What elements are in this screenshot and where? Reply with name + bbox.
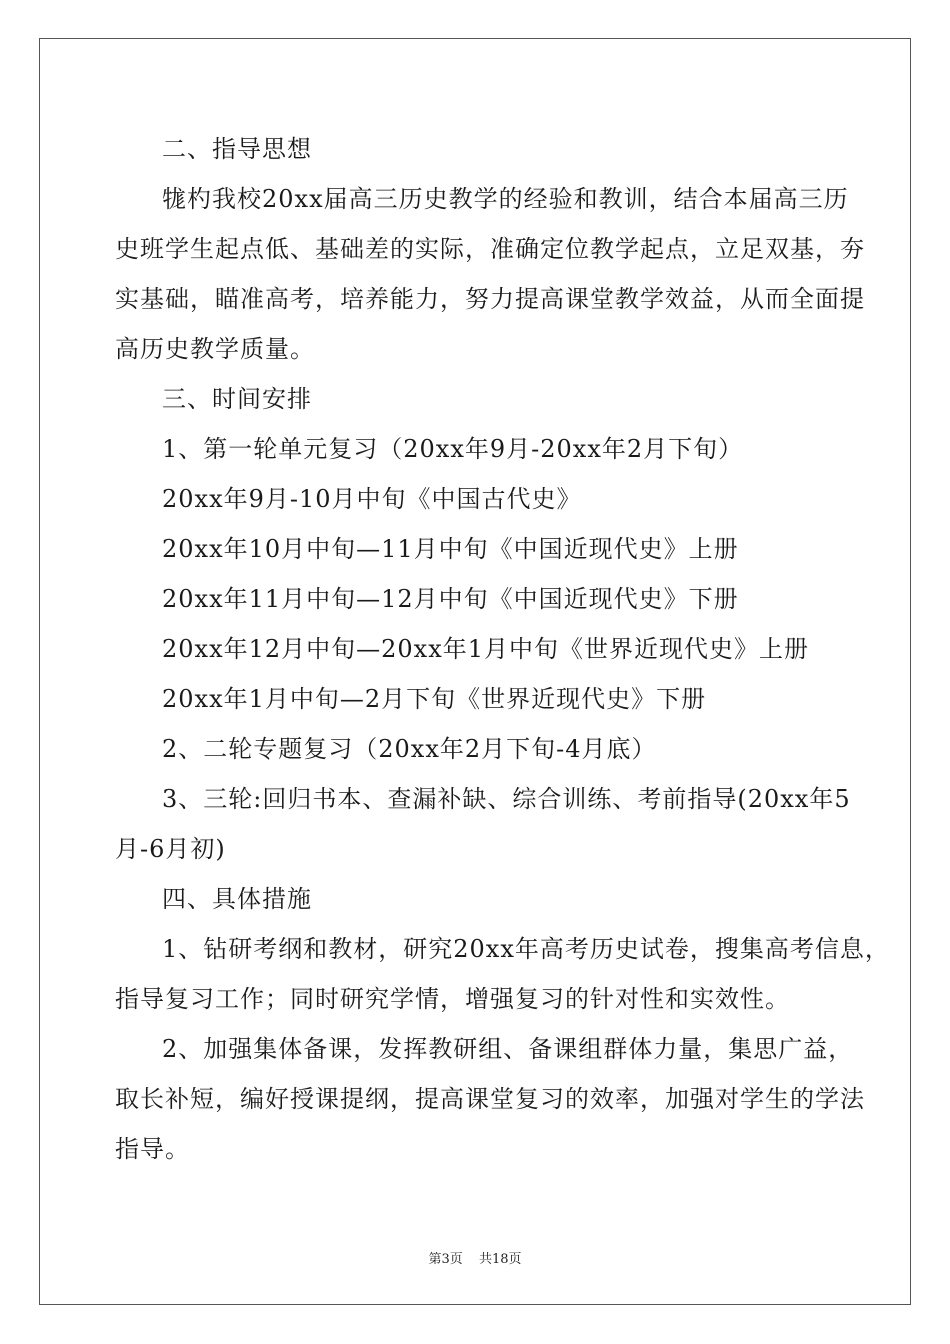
paragraph-line: 2、加强集体备课，发挥教研组、备课组群体力量，集思广益， — [162, 1035, 854, 1063]
paragraph-line: 取长补短，编好授课提纲，提高课堂复习的效率，加强对学生的学法 — [115, 1085, 865, 1113]
page-number: 第3页 — [428, 1252, 463, 1267]
paragraph-line: 高历史教学质量。 — [115, 335, 315, 363]
schedule-item: 20xx年9月-10月中旬《中国古代史》 — [162, 485, 582, 513]
heading-schedule: 三、时间安排 — [162, 385, 312, 413]
paragraph-line: 史班学生起点低、基础差的实际，准确定位教学起点，立足双基，夯 — [115, 235, 865, 263]
paragraph-line: 指导。 — [115, 1135, 190, 1163]
schedule-item: 2、二轮专题复习（20xx年2月下旬-4月底） — [162, 735, 657, 763]
schedule-item: 20xx年10月中旬—11月中旬《中国近现代史》上册 — [162, 535, 739, 563]
schedule-item: 1、第一轮单元复习（20xx年9月-20xx年2月下旬） — [162, 435, 744, 463]
schedule-item: 20xx年1月中旬—2月下旬《世界近现代史》下册 — [162, 685, 707, 713]
paragraph-line: 指导复习工作；同时研究学情，增强复习的针对性和实效性。 — [115, 985, 790, 1013]
schedule-item: 20xx年11月中旬—12月中旬《中国近现代史》下册 — [162, 585, 739, 613]
schedule-item: 3、三轮:回归书本、查漏补缺、综合训练、考前指导(20xx年5 — [162, 785, 851, 813]
document-body — [115, 124, 890, 1174]
schedule-item: 20xx年12月中旬—20xx年1月中旬《世界近现代史》上册 — [162, 635, 810, 663]
paragraph-line: 1、钻研考纲和教材，研究20xx年高考历史试卷，搜集高考信息， — [162, 935, 890, 963]
page-total: 共18页 — [478, 1252, 522, 1267]
paragraph-line: 牻杓我校20xx届高三历史教学的经验和教训，结合本届高三历 — [162, 185, 849, 213]
heading-guiding-ideology: 二、指导思想 — [162, 135, 312, 163]
heading-measures: 四、具体措施 — [162, 885, 312, 913]
paragraph-line: 实基础，瞄准高考，培养能力，努力提高课堂教学效益，从而全面提 — [115, 285, 865, 313]
page-footer — [0, 1248, 950, 1267]
schedule-item: 月-6月初) — [115, 835, 226, 863]
